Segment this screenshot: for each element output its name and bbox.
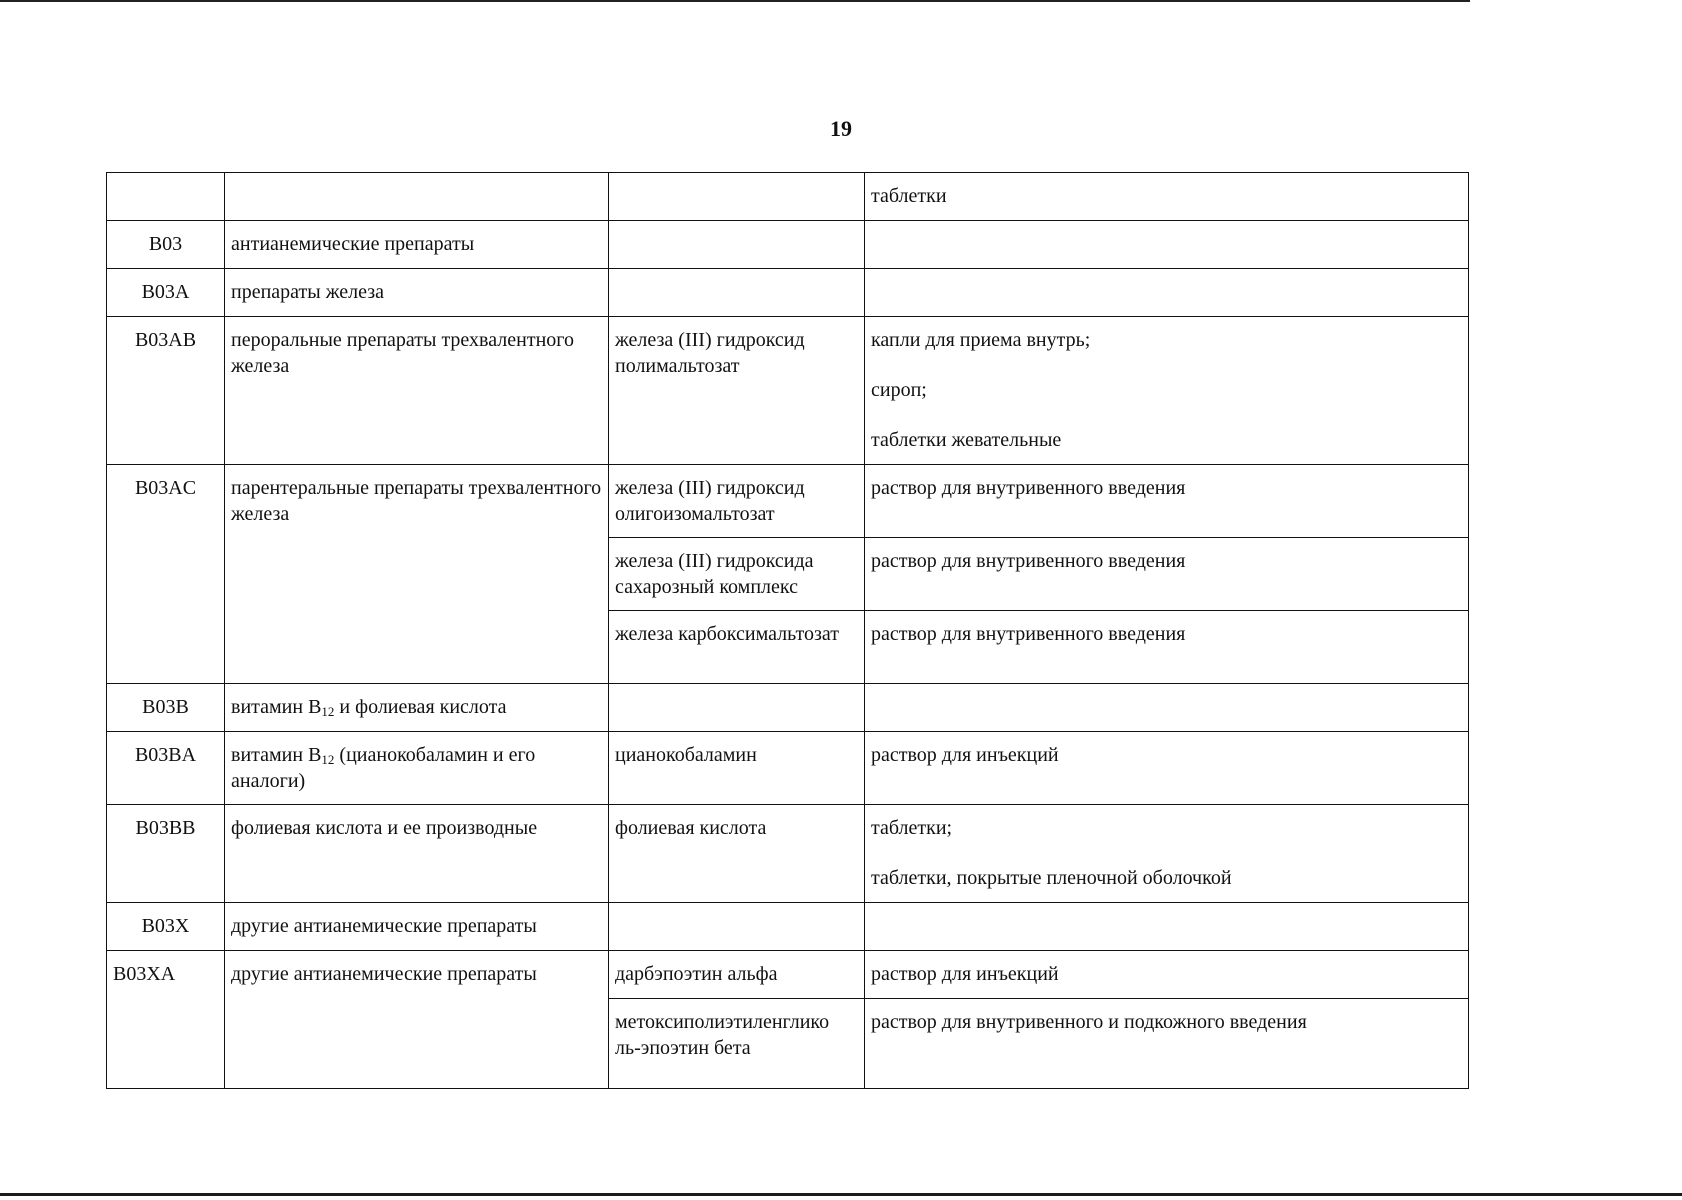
substance-cell: дарбэпоэтин альфа <box>609 951 865 999</box>
group-cell: другие антианемические препараты <box>225 951 609 1089</box>
form-cell <box>865 805 1469 903</box>
code-cell <box>107 173 225 221</box>
group-text: (цианокобаламин и его аналоги) <box>231 744 536 792</box>
substance-cell <box>609 684 865 732</box>
group-cell: пероральные препараты трехвалентного железа <box>225 317 609 465</box>
code-cell: B03BB <box>107 805 225 903</box>
group-cell: другие антианемические препараты <box>225 903 609 951</box>
form-cell: раствор для внутривенного введения <box>865 465 1469 538</box>
form-line: таблетки, покрытые пленочной оболочкой <box>871 867 1232 889</box>
substance-cell: железа (III) гидроксид полимальтозат <box>609 317 865 465</box>
table-row <box>107 465 1469 538</box>
code-cell: B03A <box>107 269 225 317</box>
substance-cell: железа карбоксимальтозат <box>609 611 865 684</box>
code-cell: B03XA <box>107 951 225 1089</box>
subscript: 12 <box>321 752 335 767</box>
code-cell: B03 <box>107 221 225 269</box>
form-line: капли для приема внутрь; <box>871 329 1091 351</box>
group-cell <box>225 684 609 732</box>
form-cell: раствор для внутривенного введения <box>865 611 1469 684</box>
substance-cell: фолиевая кислота <box>609 805 865 903</box>
substance-cell <box>609 269 865 317</box>
group-cell: парентеральные препараты трехвалентного железа <box>225 465 609 684</box>
substance-cell: цианокобаламин <box>609 732 865 805</box>
table-row <box>107 269 1469 317</box>
table-row <box>107 903 1469 951</box>
group-text: и фолиевая кислота <box>334 696 507 718</box>
group-text: витамин B <box>231 696 322 718</box>
bottom-rule <box>0 1193 1682 1196</box>
table-row <box>107 173 1469 221</box>
code-cell: B03AC <box>107 465 225 684</box>
table-row <box>107 221 1469 269</box>
page-number: 19 <box>830 116 852 141</box>
substance-cell: железа (III) гидроксида сахарозный комплекс <box>609 538 865 611</box>
substance-cell <box>609 221 865 269</box>
table-row <box>107 684 1469 732</box>
group-text: витамин B <box>231 744 322 766</box>
group-cell: препараты железа <box>225 269 609 317</box>
group-cell <box>225 732 609 805</box>
subscript: 12 <box>321 704 335 719</box>
table-row <box>107 805 1469 903</box>
form-cell: таблетки <box>865 173 1469 221</box>
form-cell <box>865 903 1469 951</box>
substance-cell: метоксиполиэтиленглико ль-эпоэтин бета <box>609 999 865 1089</box>
form-cell: раствор для внутривенного и подкожного введения <box>865 999 1469 1089</box>
substance-cell: железа (III) гидроксид олигоизомальтозат <box>609 465 865 538</box>
form-cell: раствор для инъекций <box>865 732 1469 805</box>
form-cell: раствор для внутривенного введения <box>865 538 1469 611</box>
form-cell: раствор для инъекций <box>865 951 1469 999</box>
drug-table <box>106 172 1469 1089</box>
substance-cell <box>609 173 865 221</box>
group-cell: антианемические препараты <box>225 221 609 269</box>
group-cell: фолиевая кислота и ее производные <box>225 805 609 903</box>
code-cell: B03BA <box>107 732 225 805</box>
table-row <box>107 732 1469 805</box>
form-line: таблетки; <box>871 817 953 839</box>
form-cell <box>865 684 1469 732</box>
form-cell <box>865 317 1469 465</box>
form-line: таблетки жевательные <box>871 429 1062 451</box>
code-cell: B03X <box>107 903 225 951</box>
code-cell: B03AB <box>107 317 225 465</box>
top-rule <box>0 0 1470 2</box>
form-cell <box>865 221 1469 269</box>
table-row <box>107 951 1469 999</box>
substance-cell <box>609 903 865 951</box>
form-line: сироп; <box>871 379 927 401</box>
code-cell: B03B <box>107 684 225 732</box>
form-cell <box>865 269 1469 317</box>
table-row <box>107 317 1469 465</box>
group-cell <box>225 173 609 221</box>
